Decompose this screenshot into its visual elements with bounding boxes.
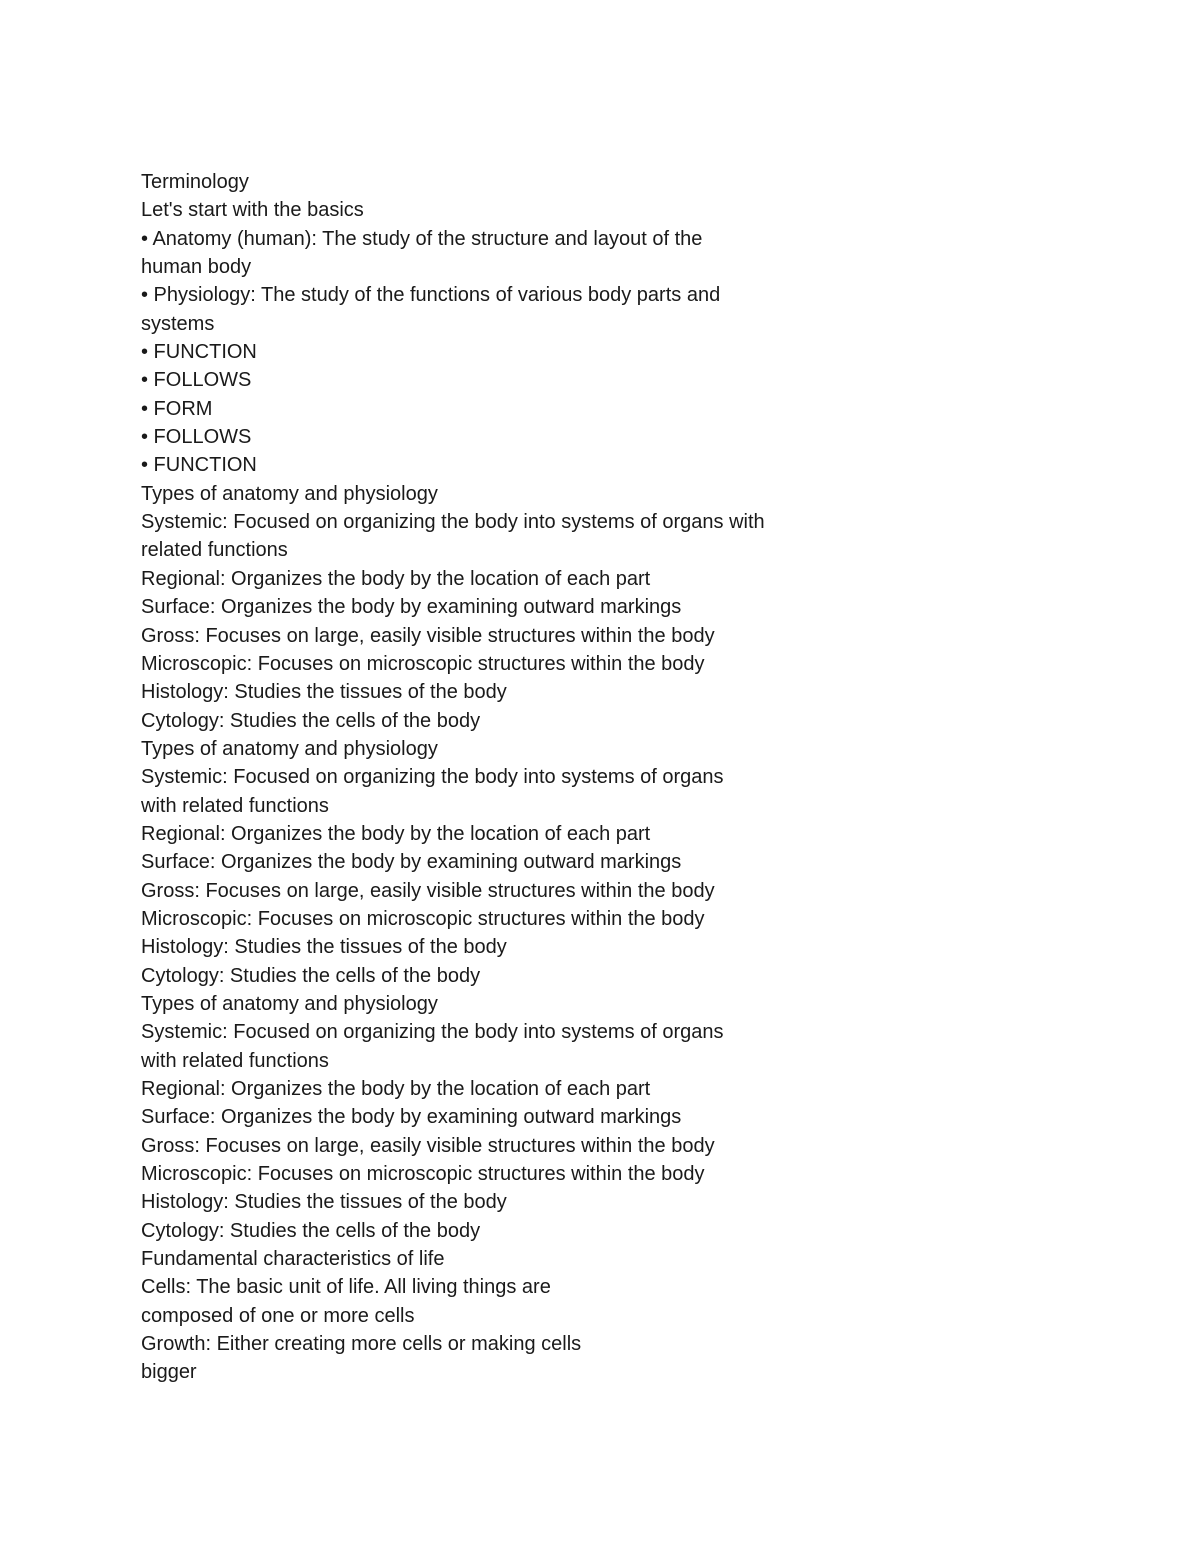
- text-line: systems: [141, 312, 215, 335]
- text-line: Gross: Focuses on large, easily visible structures within the body: [141, 1134, 715, 1157]
- document-body: [141, 168, 861, 1387]
- bullet-line: • FORM: [141, 397, 213, 420]
- text-line: related functions: [141, 539, 288, 562]
- text-line: with related functions: [141, 1049, 329, 1072]
- text-line: Systemic: Focused on organizing the body into systems of organs: [141, 766, 724, 789]
- text-line: Microscopic: Focuses on microscopic structures within the body: [141, 1163, 705, 1186]
- text-line: Surface: Organizes the body by examining outward markings: [141, 851, 682, 874]
- section-heading: Fundamental characteristics of life: [141, 1248, 445, 1271]
- text-line: Gross: Focuses on large, easily visible structures within the body: [141, 624, 715, 647]
- bullet-line: • FOLLOWS: [141, 369, 252, 392]
- text-line: Growth: Either creating more cells or making cells: [141, 1333, 582, 1356]
- text-line: Surface: Organizes the body by examining outward markings: [141, 596, 682, 619]
- text-line: composed of one or more cells: [141, 1304, 415, 1327]
- bullet-line: • FUNCTION: [141, 341, 257, 364]
- section-heading: Types of anatomy and physiology: [141, 482, 438, 505]
- text-line: Regional: Organizes the body by the location of each part: [141, 1078, 651, 1100]
- text-line: Gross: Focuses on large, easily visible structures within the body: [141, 879, 715, 902]
- text-line: Cytology: Studies the cells of the body: [141, 964, 481, 987]
- section-heading: Types of anatomy and physiology: [141, 992, 438, 1015]
- text-line: Cytology: Studies the cells of the body: [141, 1219, 481, 1242]
- bullet-line: • Anatomy (human): The study of the structure and layout of the: [141, 227, 703, 250]
- text-line: Regional: Organizes the body by the location of each part: [141, 567, 651, 590]
- text-line: Regional: Organizes the body by the location of each part: [141, 822, 651, 845]
- text-line: Cells: The basic unit of life. All living things are: [141, 1276, 551, 1299]
- text-line: Systemic: Focused on organizing the body into systems of organs: [141, 1021, 724, 1044]
- document-title: Terminology: [141, 171, 249, 193]
- bullet-line: • FOLLOWS: [141, 426, 252, 449]
- text-line: Systemic: Focused on organizing the body into systems of organs with: [141, 511, 765, 534]
- bullet-line: • Physiology: The study of the functions of various body parts and: [141, 284, 721, 307]
- text-line: Histology: Studies the tissues of the body: [141, 936, 507, 959]
- text-line: Let's start with the basics: [141, 199, 364, 222]
- text-line: bigger: [141, 1361, 197, 1384]
- text-line: with related functions: [141, 794, 329, 817]
- text-line: Cytology: Studies the cells of the body: [141, 709, 481, 732]
- bullet-line: • FUNCTION: [141, 454, 257, 477]
- text-line: Surface: Organizes the body by examining outward markings: [141, 1106, 682, 1129]
- section-heading: Types of anatomy and physiology: [141, 737, 438, 760]
- text-line: Histology: Studies the tissues of the body: [141, 681, 507, 704]
- text-line: Microscopic: Focuses on microscopic structures within the body: [141, 652, 705, 675]
- text-line: Histology: Studies the tissues of the body: [141, 1191, 507, 1214]
- text-line: human body: [141, 256, 252, 279]
- text-line: Microscopic: Focuses on microscopic structures within the body: [141, 907, 705, 930]
